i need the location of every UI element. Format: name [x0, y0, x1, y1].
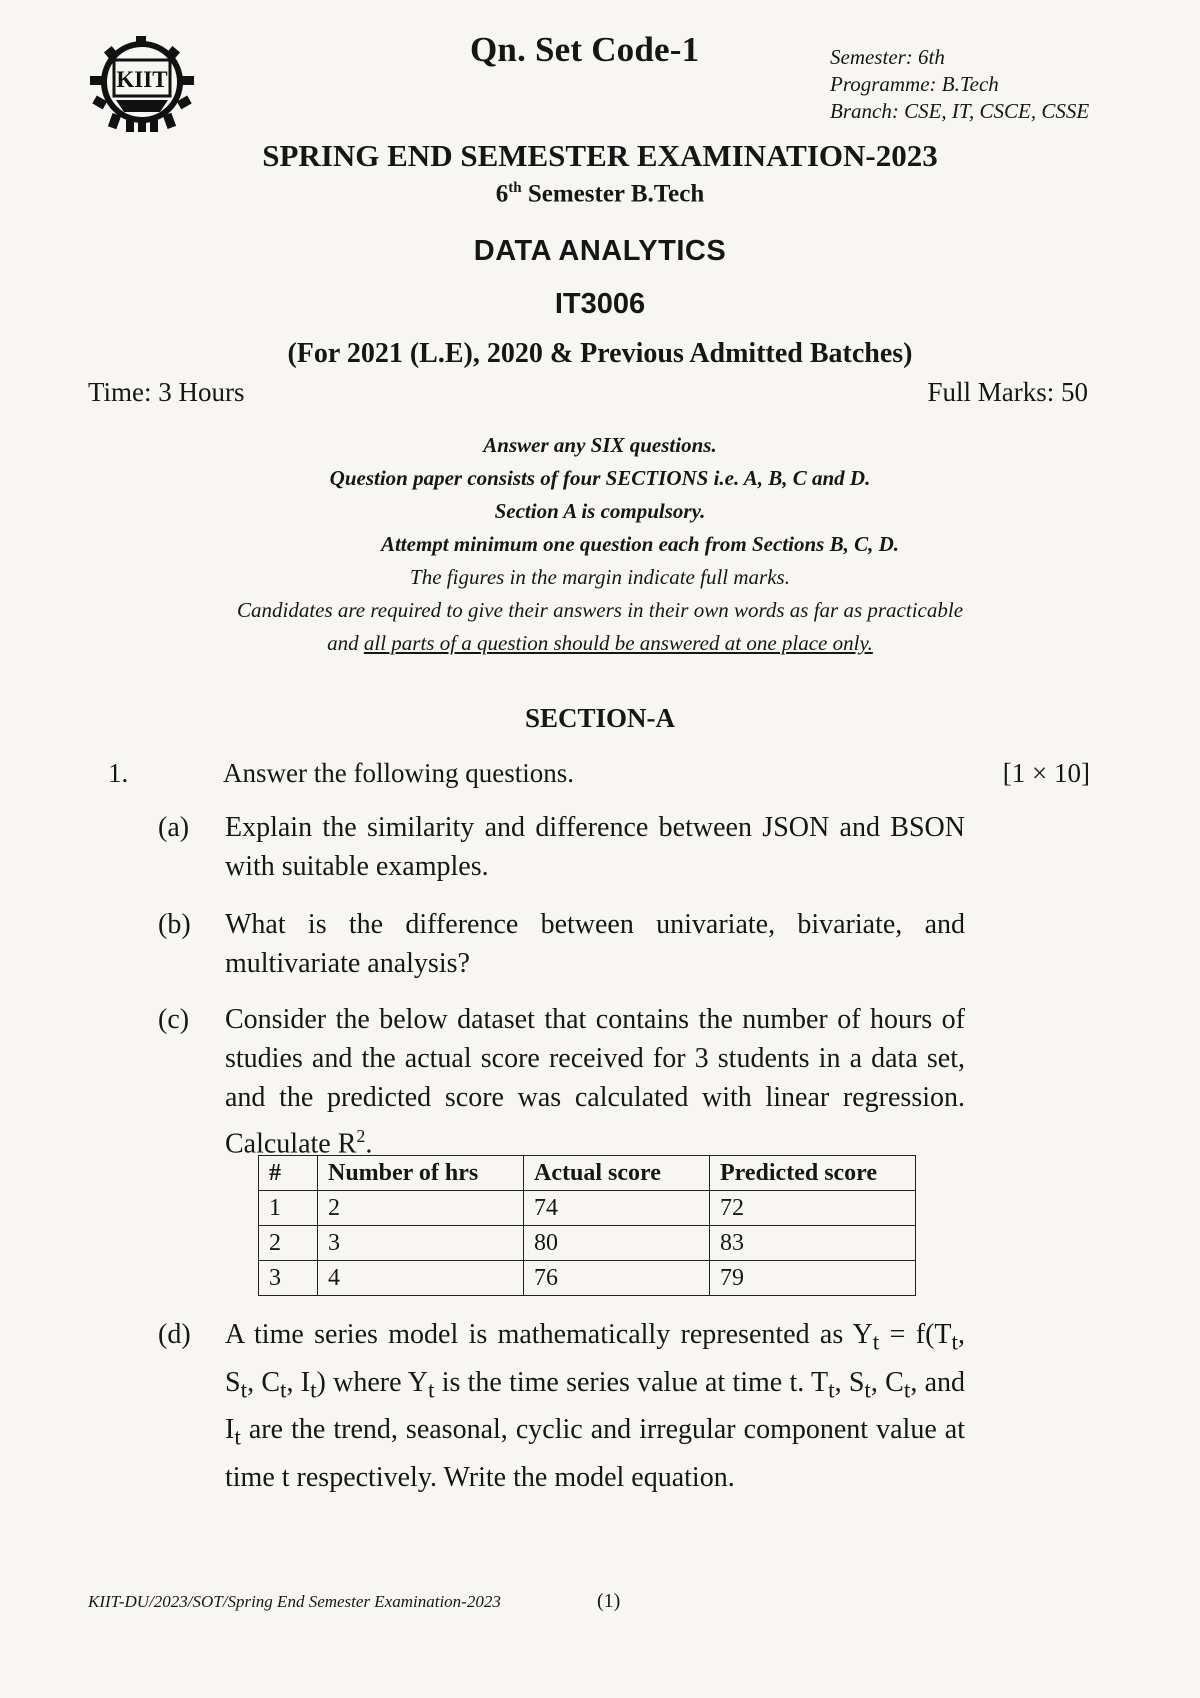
subject-code: IT3006	[554, 288, 646, 320]
full-marks-label: Full Marks: 50	[927, 377, 1088, 407]
sem-rest: Semester B.Tech	[521, 180, 705, 208]
dataset-table	[258, 1155, 916, 1296]
table-cell: 3	[318, 1226, 524, 1261]
table-row	[259, 1191, 916, 1226]
exam-title: SPRING END SEMESTER EXAMINATION-2023	[262, 138, 938, 173]
instruction-line: The figures in the margin indicate full marks.	[410, 565, 790, 589]
table-cell: 1	[259, 1191, 318, 1226]
instruction-underlined: all parts of a question should be answered at one place only.	[363, 631, 873, 655]
table-row	[259, 1226, 916, 1261]
table-cell: 76	[524, 1261, 710, 1296]
question-marks: [1 × 10]	[1002, 758, 1090, 788]
table-cell: 72	[710, 1191, 916, 1226]
subquestion-text: Explain the similarity and difference between JSON and BSON with suitable examples.	[225, 812, 965, 882]
table-cell: 74	[524, 1191, 710, 1226]
subquestion-label: (a)	[158, 812, 190, 843]
subquestion-text	[225, 1000, 965, 1163]
superscript-2: 2	[356, 1126, 366, 1146]
table-header-cell: Number of hrs	[318, 1156, 524, 1191]
instruction-line	[0, 631, 1200, 656]
table-cell: 3	[259, 1261, 318, 1296]
question-set-code: Qn. Set Code-1	[470, 30, 700, 69]
subquestion-text: What is the difference between univariate, bivariate, and multivariate analysis?	[225, 909, 965, 979]
table-cell: 80	[524, 1226, 710, 1261]
table-header-cell: #	[259, 1156, 318, 1191]
exam-meta	[830, 44, 1089, 125]
instruction-line: Answer any SIX questions.	[483, 433, 717, 457]
table-cell: 2	[318, 1191, 524, 1226]
table-cell: 79	[710, 1261, 916, 1296]
table-cell: 83	[710, 1226, 916, 1261]
subject-title: DATA ANALYTICS	[473, 235, 727, 267]
table-row	[259, 1261, 916, 1296]
question-text: Answer the following questions.	[223, 758, 574, 788]
subquestion-c-body: Consider the below dataset that contains the number of hours of studies and the actual score received for 3 students in a data set, and the predicted score was calculated with linear regression. Calculate R	[225, 1004, 965, 1160]
table-header-row	[259, 1156, 916, 1191]
table-cell: 4	[318, 1261, 524, 1296]
table-cell: 2	[259, 1226, 318, 1261]
subquestion-label: (c)	[158, 1004, 190, 1035]
kiit-logo	[86, 34, 198, 132]
instruction-line: Question paper consists of four SECTIONS i.e. A, B, C and D.	[329, 466, 871, 490]
page-number: (1)	[597, 1590, 621, 1612]
subquestion-c-end: .	[365, 1128, 373, 1160]
batches-line: (For 2021 (L.E), 2020 & Previous Admitted Batches)	[287, 338, 913, 369]
subquestion-label: (d)	[158, 1319, 191, 1350]
svg-text:KIIT: KIIT	[116, 67, 168, 92]
footer-text: KIIT-DU/2023/SOT/Spring End Semester Examination-2023	[88, 1592, 501, 1611]
branch-label: Branch: CSE, IT, CSCE, CSSE	[830, 99, 1090, 123]
instruction-line: Attempt minimum one question each from Sections B, C, D.	[380, 532, 900, 556]
programme-label: Programme: B.Tech	[830, 72, 999, 96]
time-label: Time: 3 Hours	[88, 377, 245, 407]
table-header-cell: Predicted score	[710, 1156, 916, 1191]
instruction-prefix: and	[327, 631, 364, 655]
instruction-line: Candidates are required to give their answers in their own words as far as practicable	[236, 598, 964, 622]
subquestion-text: A time series model is mathematically represented as $Y_t = f(T_t$, $S_t$, $C_t$, $I_t$) where $Y_t$ is the time series value at time t. $T_t$, $S_t$, $C_t$, and $I_t$ are the trend, seasonal, cyclic and irregular component value at time t respectively. Write the model equation.	[225, 1319, 966, 1493]
section-a-heading: SECTION-A	[524, 703, 676, 733]
semester-label: Semester: 6th	[830, 45, 945, 69]
subquestion-label: (b)	[158, 909, 191, 940]
sem-number: 6	[495, 180, 509, 208]
table-header-cell: Actual score	[524, 1156, 710, 1191]
semester-line	[0, 180, 1200, 208]
sem-suffix: th	[508, 180, 522, 196]
question-number: 1.	[108, 758, 129, 788]
instruction-line: Section A is compulsory.	[494, 499, 706, 523]
